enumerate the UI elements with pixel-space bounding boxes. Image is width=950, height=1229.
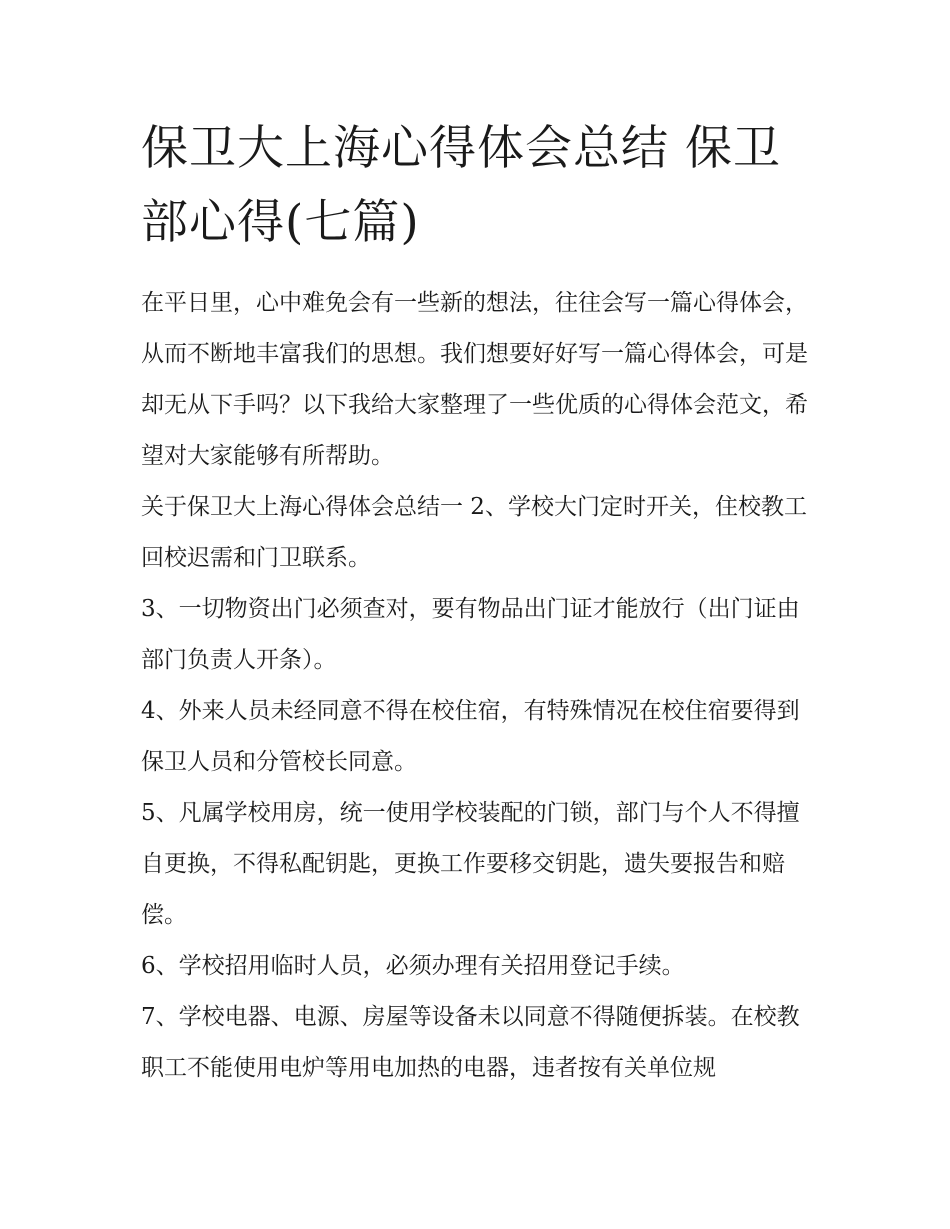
document-body bbox=[141, 112, 821, 1094]
rule-6-paragraph: 6、学校招用临时人员，必须办理有关招用登记手续。 bbox=[141, 953, 685, 979]
intro-paragraph: 在平日里，心中难免会有一些新的想法，往往会写一篇心得体会，从而不断地丰富我们的思想。我们想要好好写一篇心得体会，可是却无从下手吗？以下我给大家整理了一些优质的心得体会范文，希望对大家能够有所帮助。 bbox=[141, 290, 808, 469]
rule-5-paragraph: 5、凡属学校用房，统一使用学校装配的门锁，部门与个人不得擅自更换，不得私配钥匙，更换工作要移交钥匙，遗失要报告和赔偿。 bbox=[141, 800, 800, 928]
rule-4-paragraph: 4、外来人员未经同意不得在校住宿，有特殊情况在校住宿要得到保卫人员和分管校长同意。 bbox=[141, 698, 800, 775]
document-title: 保卫大上海心得体会总结 保卫部心得(七篇) bbox=[141, 121, 781, 250]
rule-3-paragraph: 3、一切物资出门必须查对，要有物品出门证才能放行（出门证由部门负责人开条）。 bbox=[141, 596, 800, 673]
section-one-paragraph: 关于保卫大上海心得体会总结一 2、学校大门定时开关，住校教工回校迟需和门卫联系。 bbox=[141, 494, 807, 571]
rule-7-paragraph: 7、学校电器、电源、房屋等设备未以同意不得随便拆装。在校教职工不能使用电炉等用电加热的电器，违者按有关单位规 bbox=[141, 1004, 800, 1081]
